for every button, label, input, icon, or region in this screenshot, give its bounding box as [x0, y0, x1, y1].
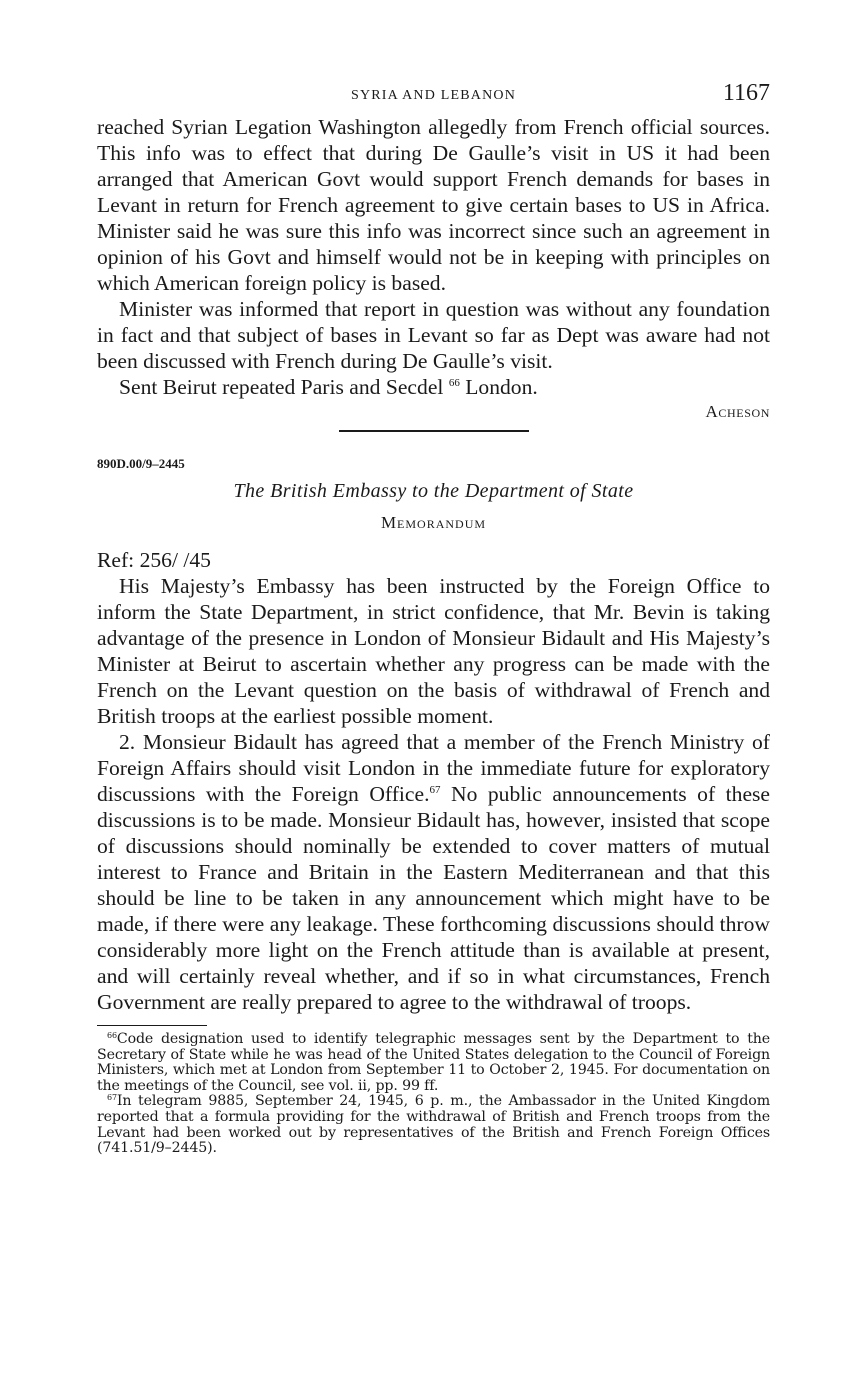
footnote-number: 66 — [107, 1031, 117, 1040]
footnote-67 — [97, 1094, 770, 1156]
running-head — [97, 78, 770, 114]
document-page — [97, 78, 770, 1157]
footnote-number: 67 — [107, 1093, 117, 1103]
footnote-ref-66: 66 — [448, 377, 460, 389]
document-subheading: Memorandum — [380, 513, 487, 532]
memo-paragraph-2 — [97, 729, 770, 1015]
document-heading: The British Embassy to the Department of State — [233, 480, 634, 502]
memo-paragraph-1: His Majesty’s Embassy has been instructed by the Foreign Office to inform the State Department, in strict confidence, that Mr. Bevin is taking advantage of the presence in London of Monsieur Bidault and His Majesty’s Minister at Beirut to ascertain whether any progress can be made with the French on the Levant question on the basis of withdrawal of French and British troops at the earliest possible moment. — [97, 574, 770, 728]
footnote-text: Code designation used to identify telegraphic messages sent by the Department to the Secretary of State while he was head of the United States delegation to the Council of Foreign Ministers, which met at London from September 11 to October 2, 1945. For documentation on the meetings of the Council, see vol. ii, pp. 99 ff. — [97, 1031, 770, 1094]
footnote-ref-67: 67 — [429, 784, 441, 796]
footnote-66 — [97, 1032, 770, 1094]
reply-paragraph: Minister was informed that report in question was without any foundation in fact and that subject of bases in Levant so far as Dept was aware had not been discussed with French during De Gaulle’s visit. — [97, 297, 770, 373]
continuation-paragraph: reached Syrian Legation Washington allegedly from French official sources. This info was to effect that during De Gaulle’s visit in US it had been arranged that American Govt would support French demands for bases in Levant in return for French agreement to give certain bases to US in Africa. Minister said he was sure this info was incorrect since such an agreement in opinion of his Govt and himself would not be in keeping with principles on which American foreign policy is based. — [97, 115, 770, 295]
sent-text-after: London. — [465, 375, 538, 399]
footnote-divider — [97, 1025, 207, 1026]
signature: Acheson — [705, 402, 770, 421]
reference-line: Ref: 256/ /45 — [97, 548, 211, 572]
footnote-text: In telegram 9885, September 24, 1945, 6 p. m., the Ambassador in the United Kingdom reported that a formula providing for the withdrawal of British and French troops from the Levant had been worked out by representatives of the British and French Foreign Offices (741.51/9–2445). — [97, 1093, 770, 1157]
file-number: 890D.00/9–2445 — [97, 456, 185, 471]
page-number: 1167 — [722, 80, 770, 106]
running-title: SYRIA AND LEBANON — [350, 88, 517, 103]
sent-line — [97, 374, 770, 400]
memo-paragraph-2-after: No public announcements of these discussions is to be made. Monsieur Bidault has, however, insisted that scope of discussions should nominally be extended to cover matters of mutual interest to France and Britain in the Eastern Mediterranean and that this should be line to be taken in any announcement which might have to be made, if there were any leakage. These forthcoming discussions should throw considerably more light on the French attitude than is available at present, and will certainly reveal whether, and if so in what circumstances, French Government are really prepared to agree to the withdrawal of troops. — [97, 782, 771, 1014]
memo-paragraph-2-before: 2. Monsieur Bidault has agreed that a member of the French Ministry of Foreign Affairs should visit London in the immediate future for exploratory discussions with the Foreign Office. — [97, 730, 770, 806]
section-divider — [339, 430, 529, 432]
sent-text-before: Sent Beirut repeated Paris and Secdel — [119, 375, 444, 399]
